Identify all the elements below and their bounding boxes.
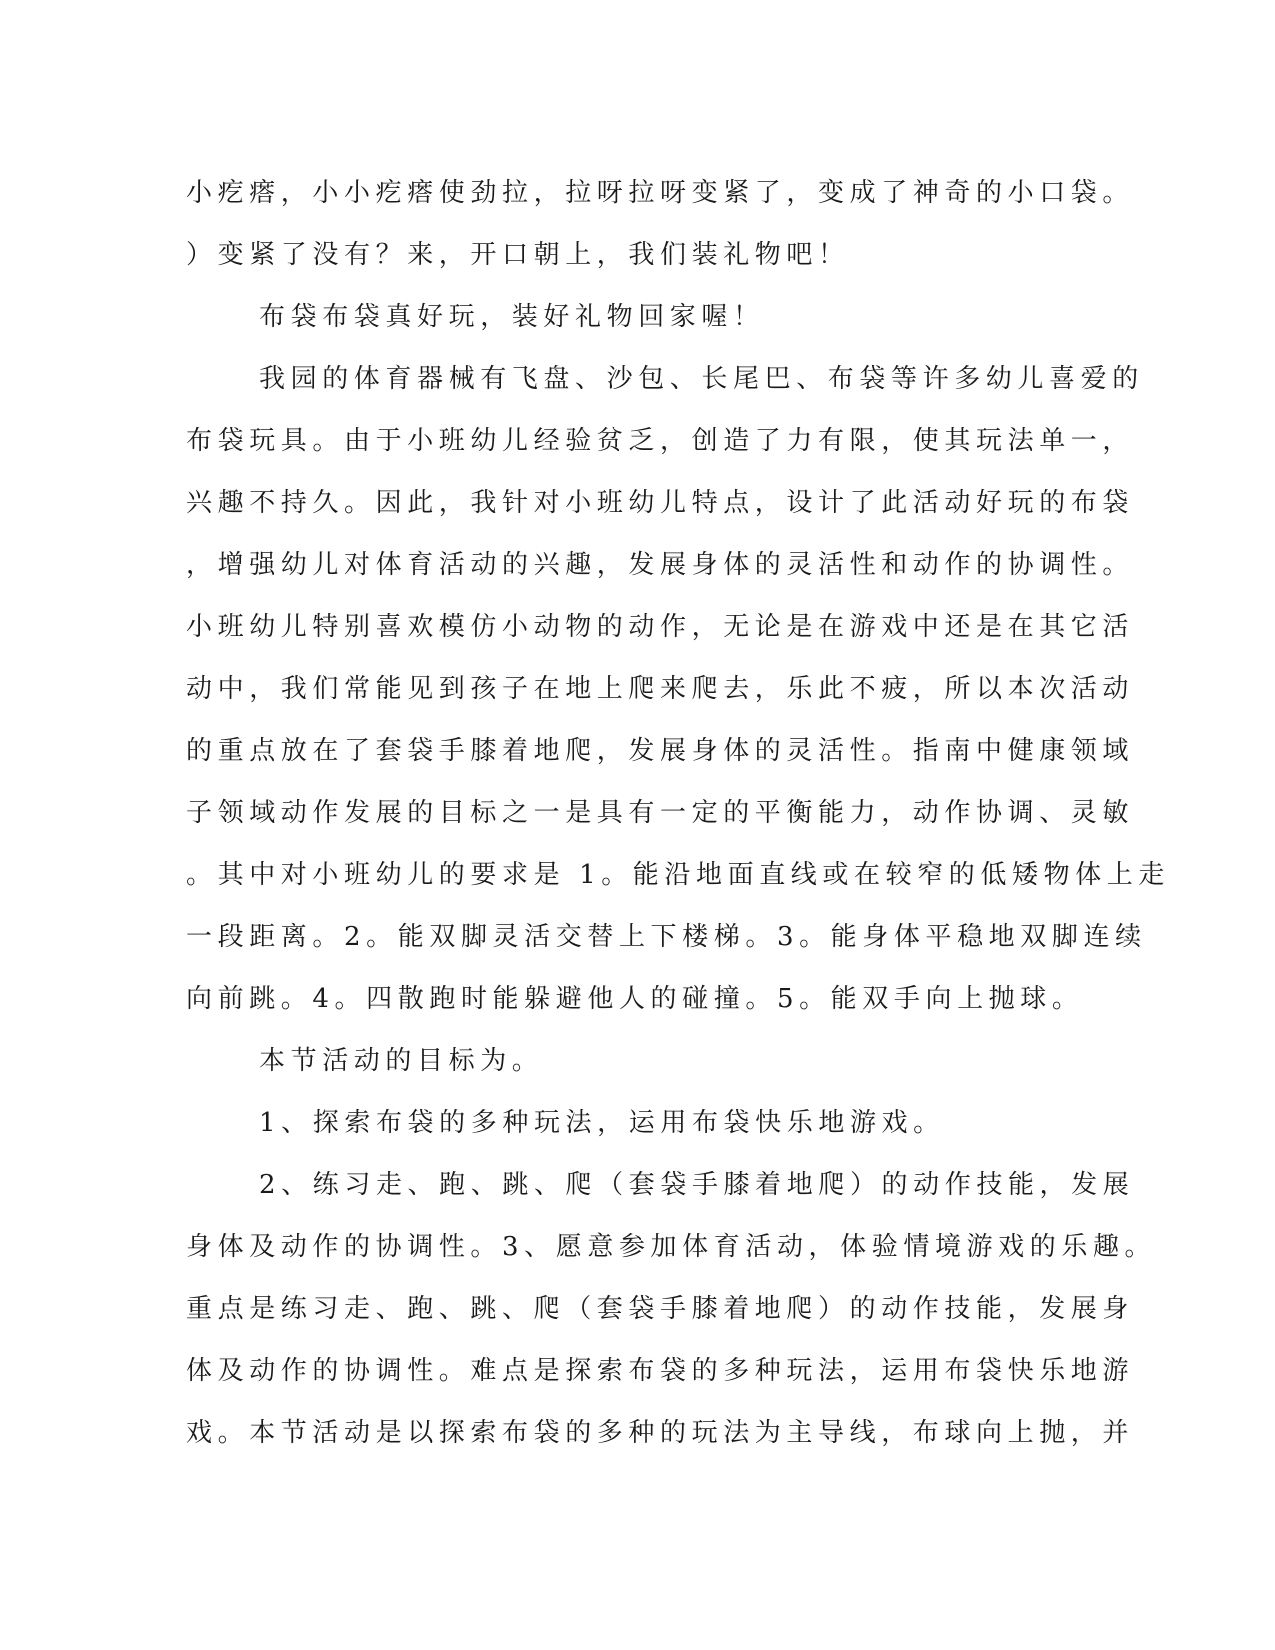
text-line: 体及动作的协调性。难点是探索布袋的多种玩法，运用布袋快乐地游 (186, 1356, 1135, 1386)
text-line: 戏。本节活动是以探索布袋的多种的玩法为主导线，布球向上抛，并 (186, 1418, 1135, 1448)
text-line: 子领域动作发展的目标之一是具有一定的平衡能力，动作协调、灵敏 (186, 798, 1135, 828)
text-line: 兴趣不持久。因此，我针对小班幼儿特点，设计了此活动好玩的布袋 (186, 488, 1135, 518)
text-line: 布袋玩具。由于小班幼儿经验贫乏，创造了力有限，使其玩法单一， (186, 426, 1135, 456)
text-line: 布袋布袋真好玩，装好礼物回家喔！ (259, 302, 765, 332)
text-line: 我园的体育器械有飞盘、沙包、长尾巴、布袋等许多幼儿喜爱的 (259, 364, 1144, 394)
text-line: 重点是练习走、跑、跳、爬（套袋手膝着地爬）的动作技能，发展身 (186, 1294, 1135, 1324)
text-line: 动中，我们常能见到孩子在地上爬来爬去，乐此不疲，所以本次活动 (186, 674, 1135, 704)
text-line: 的重点放在了套袋手膝着地爬，发展身体的灵活性。指南中健康领域 (186, 736, 1135, 766)
text-line: 一段距离。2。能双脚灵活交替上下楼梯。3。能身体平稳地双脚连续 (186, 922, 1147, 952)
text-line: 身体及动作的协调性。3、愿意参加体育活动，体验情境游戏的乐趣。 (186, 1232, 1157, 1262)
text-line: 小班幼儿特别喜欢模仿小动物的动作，无论是在游戏中还是在其它活 (186, 612, 1135, 642)
text-line: 本节活动的目标为。 (259, 1046, 544, 1076)
text-line: 1、探索布袋的多种玩法，运用布袋快乐地游戏。 (259, 1108, 945, 1138)
text-line: 2、练习走、跑、跳、爬（套袋手膝着地爬）的动作技能，发展 (259, 1170, 1135, 1200)
body-text (186, 162, 1171, 1464)
text-line: 向前跳。4。四散跑时能躲避他人的碰撞。5。能双手向上抛球。 (186, 984, 1084, 1014)
text-line: 。其中对小班幼儿的要求是 1。能沿地面直线或在较窄的低矮物体上走 (186, 860, 1171, 890)
text-line: ）变紧了没有？来，开口朝上，我们装礼物吧！ (186, 240, 850, 270)
text-line: ，增强幼儿对体育活动的兴趣，发展身体的灵活性和动作的协调性。 (186, 550, 1135, 580)
text-line: 小疙瘩，小小疙瘩使劲拉，拉呀拉呀变紧了，变成了神奇的小口袋。 (186, 178, 1135, 208)
